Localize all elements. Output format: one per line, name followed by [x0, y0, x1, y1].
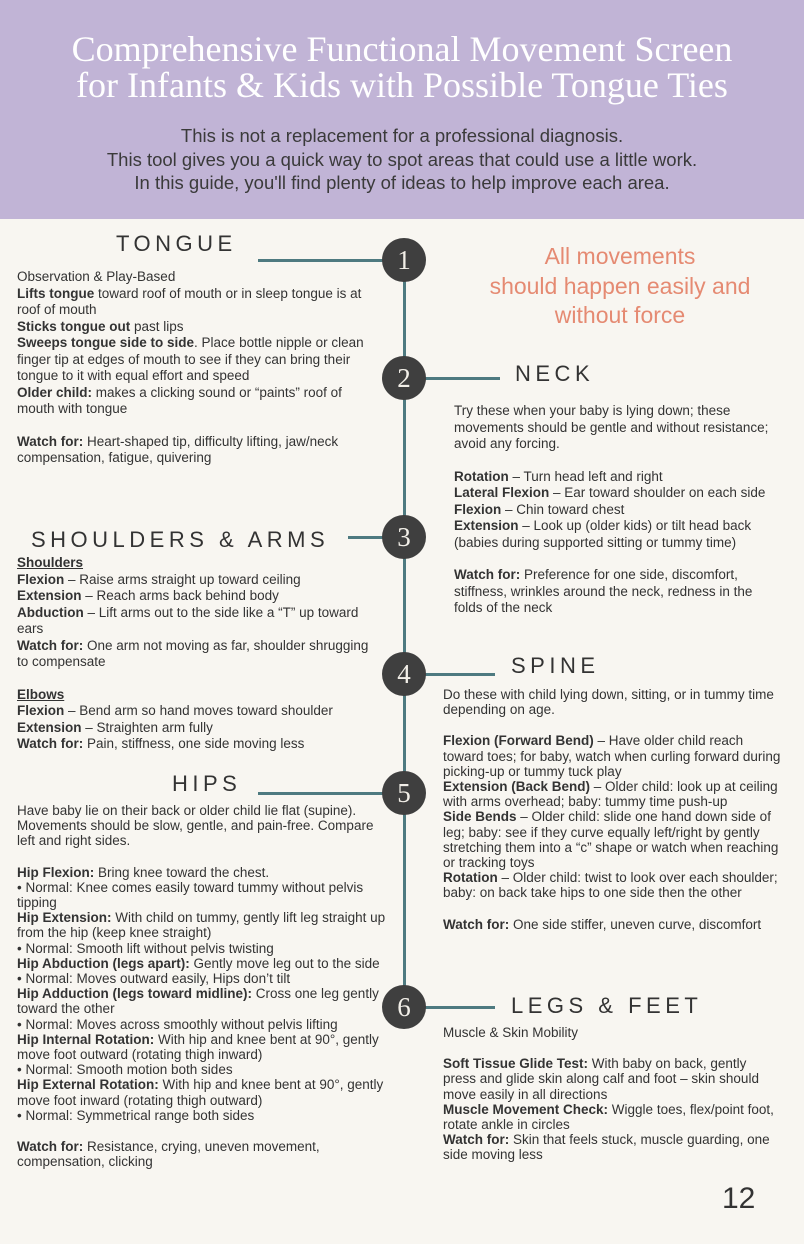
- list-item: [17, 286, 367, 319]
- item-label: Flexion: [17, 571, 65, 587]
- normal-note: • Normal: Smooth motion both sides: [17, 1062, 233, 1078]
- connector-hips: [258, 792, 388, 795]
- item-text: With baby on back, gently press and glide skin along calf and foot – skin should move easily in all directions: [443, 1056, 759, 1102]
- item-label: Extension (Back Bend): [443, 779, 591, 795]
- subheading-text: Shoulders: [17, 555, 84, 570]
- list-item: [443, 870, 783, 900]
- list-item: [17, 319, 367, 336]
- item-label: Older child:: [17, 384, 93, 400]
- item-text: One side stiffer, uneven curve, discomfort: [509, 916, 762, 932]
- item-label: Hip Abduction (legs apart):: [17, 955, 190, 971]
- list-item: [17, 335, 367, 385]
- connector-legs: [420, 1006, 495, 1009]
- section-body-legs: [443, 1025, 783, 1163]
- item-text: Gently move leg out to the side: [189, 955, 380, 971]
- list-item: [17, 572, 382, 589]
- list-item: [17, 1077, 390, 1107]
- item-text: With hip and knee bent at 90°, gently move foot inward (rotating thigh outward): [17, 1077, 384, 1108]
- item-text: . Place bottle nipple or clean finger tip at edges of mouth to see if they can bring their tongue to it with equal effort and speed: [17, 335, 364, 383]
- item-label: Hip External Rotation:: [17, 1077, 159, 1093]
- item-label: Hip Flexion:: [17, 864, 95, 880]
- item-text: – Lift arms out to the side like a “T” up toward ears: [17, 604, 359, 636]
- item-label: Watch for:: [443, 1132, 510, 1148]
- list-item: [443, 1132, 783, 1162]
- subheading: [17, 555, 382, 572]
- list-item: [454, 485, 784, 502]
- item-text: With child on tummy, gently lift leg straight up from the hip (keep knee straight): [17, 910, 386, 941]
- item-label: Extension: [454, 518, 519, 533]
- item-label: Flexion (Forward Bend): [443, 733, 594, 749]
- intro-text: [0, 124, 804, 195]
- page-number: 12: [722, 1182, 756, 1215]
- list-item: [454, 518, 784, 551]
- list-item: [17, 1032, 390, 1062]
- item-text: toward roof of mouth or in sleep tongue is at roof of mouth: [17, 285, 362, 317]
- title-line: Comprehensive Functional Movement Screen: [71, 29, 733, 69]
- item-label: Flexion: [454, 501, 502, 517]
- list-item: [17, 588, 382, 605]
- list-item: [443, 779, 783, 809]
- item-text: Pain, stiffness, one side moving less: [83, 736, 305, 751]
- item-label: Watch for:: [17, 736, 84, 751]
- item-text: – Ear toward shoulder on each side: [549, 485, 766, 500]
- item-label: Flexion: [17, 703, 65, 718]
- intro-line: This is not a replacement for a professional diagnosis.: [180, 125, 624, 146]
- watch-for: [17, 1139, 390, 1169]
- item-text: past lips: [130, 318, 184, 334]
- list-item: [17, 385, 367, 418]
- section-body-neck: [454, 403, 784, 617]
- list-item: [443, 1102, 783, 1132]
- section-intro: Try these when your baby is lying down; these movements should be gentle and without resistance; avoid any forcing.: [454, 403, 769, 451]
- list-item: [443, 733, 783, 779]
- item-label: Sweeps tongue side to side: [17, 335, 195, 350]
- item-label: Side Bends: [443, 809, 517, 825]
- watch-for: [443, 917, 783, 932]
- list-item: [17, 605, 382, 638]
- callout-line: All movements: [544, 243, 696, 269]
- header-banner: [0, 0, 804, 219]
- list-item: [17, 865, 390, 880]
- list-item: [17, 703, 382, 720]
- list-item: [17, 720, 382, 737]
- item-text: – Raise arms straight up toward ceiling: [64, 571, 301, 587]
- item-text: Preference for one side, discomfort, stiffness, wrinkles around the neck, redness in the folds of the neck: [454, 567, 753, 615]
- connector-neck: [420, 377, 500, 380]
- watch-for: [454, 567, 784, 617]
- list-item: [17, 956, 390, 971]
- normal-note: • Normal: Knee comes easily toward tummy without pelvis tipping: [17, 879, 364, 911]
- list-item: [17, 638, 382, 671]
- step-number-circle: 2: [382, 356, 426, 400]
- item-label: Hip Extension:: [17, 910, 112, 926]
- normal-note: • Normal: Moves across smoothly without pelvis lifting: [17, 1016, 338, 1032]
- item-text: Skin that feels stuck, muscle guarding, one side moving less: [443, 1132, 770, 1163]
- step-number-circle: 3: [382, 515, 426, 559]
- step-number-circle: 6: [382, 985, 426, 1029]
- item-text: – Chin toward chest: [501, 501, 625, 517]
- item-text: Heart-shaped tip, difficulty lifting, jaw/neck compensation, fatigue, quivering: [17, 433, 339, 465]
- item-label: Abduction: [17, 604, 84, 620]
- item-text: Resistance, crying, uneven movement, compensation, clicking: [17, 1139, 320, 1170]
- item-label: Lateral Flexion: [454, 485, 550, 500]
- list-item: [454, 469, 784, 486]
- item-label: Hip Internal Rotation:: [17, 1031, 155, 1047]
- item-label: Watch for:: [17, 637, 84, 653]
- connector-spine: [420, 673, 495, 676]
- item-label: Extension: [17, 588, 82, 603]
- item-text: – Look up (older kids) or tilt head back (babies during supported sitting or tummy time): [454, 518, 752, 550]
- item-label: Watch for:: [443, 916, 510, 932]
- section-intro: Observation & Play-Based: [17, 269, 176, 284]
- item-text: – Older child: slide one hand down side of leg; baby: see if they curve equally left/right by gently stretching them into a “c” shape or watch when reaching or tracking toys: [443, 809, 779, 871]
- step-number-circle: 4: [382, 652, 426, 696]
- item-label: Soft Tissue Glide Test:: [443, 1056, 589, 1072]
- section-body-hips: [17, 803, 390, 1169]
- list-item: [443, 809, 783, 870]
- subheading: [17, 687, 382, 704]
- item-text: makes a clicking sound or “paints” roof of mouth with tongue: [17, 384, 342, 416]
- normal-note: • Normal: Smooth lift without pelvis twisting: [17, 940, 274, 956]
- step-number-circle: 5: [382, 771, 426, 815]
- item-text: One arm not moving as far, shoulder shrugging to compensate: [17, 637, 369, 669]
- section-title-hips: HIPS: [172, 771, 242, 796]
- subheading-text: Elbows: [17, 686, 65, 702]
- item-label: Rotation: [443, 870, 498, 886]
- list-item: [17, 910, 390, 940]
- item-text: – Straighten arm fully: [81, 719, 213, 735]
- section-title-legs: LEGS & FEET: [511, 993, 703, 1018]
- item-text: – Have older child reach toward toes; for baby, watch when curling forward during picking-up or tummy tuck play: [443, 733, 781, 779]
- section-title-spine: SPINE: [511, 653, 600, 678]
- section-intro: Do these with child lying down, sitting, or in tummy time depending on age.: [443, 687, 774, 718]
- connector-tongue: [258, 259, 388, 262]
- title-line: for Infants & Kids with Possible Tongue Ties: [76, 65, 728, 105]
- section-body-tongue: [17, 269, 367, 467]
- item-text: – Turn head left and right: [508, 468, 663, 484]
- item-label: Extension: [17, 719, 82, 735]
- section-intro: Have baby lie on their back or older child lie flat (supine). Movements should be slow, gentle, and pain-free. Compare left and right sides.: [17, 803, 374, 849]
- list-item: [454, 502, 784, 519]
- intro-line: In this guide, you'll find plenty of ideas to help improve each area.: [134, 172, 670, 193]
- item-label: Lifts tongue: [17, 285, 95, 301]
- section-title-shoulders: SHOULDERS & ARMS: [31, 527, 330, 552]
- page-title: [0, 31, 804, 103]
- item-text: Wiggle toes, flex/point foot, rotate ankle in circles: [443, 1101, 774, 1133]
- list-item: [17, 736, 382, 753]
- item-label: Muscle Movement Check:: [443, 1101, 609, 1117]
- normal-note: • Normal: Symmetrical range both sides: [17, 1107, 255, 1123]
- section-body-spine: [443, 687, 783, 932]
- item-label: Hip Adduction (legs toward midline):: [17, 986, 252, 1002]
- step-number-circle: 1: [382, 238, 426, 282]
- callout-line: should happen easily and: [489, 272, 751, 299]
- item-text: – Older child: twist to look over each shoulder; baby: on back take hips to one side then the other: [443, 870, 778, 901]
- watch-for: [17, 434, 367, 467]
- item-label: Watch for:: [17, 1139, 84, 1155]
- item-label: Watch for:: [454, 567, 521, 582]
- item-label: Rotation: [454, 468, 509, 484]
- section-title-neck: NECK: [515, 361, 595, 386]
- item-text: Bring knee toward the chest.: [94, 864, 270, 880]
- item-text: With hip and knee bent at 90°, gently move foot outward (rotating thigh inward): [17, 1031, 379, 1063]
- list-item: [17, 986, 390, 1016]
- intro-line: This tool gives you a quick way to spot areas that could use a little work.: [106, 148, 698, 170]
- callout-text: [452, 242, 788, 331]
- item-text: – Older child: look up at ceiling with arms overhead; baby: tummy time push-up: [443, 779, 778, 810]
- list-item: [443, 1056, 783, 1102]
- item-label: Watch for:: [17, 433, 84, 449]
- section-title-tongue: TONGUE: [116, 231, 237, 256]
- normal-note: • Normal: Moves outward easily, Hips don’t tilt: [17, 971, 291, 987]
- item-text: – Reach arms back behind body: [81, 588, 279, 603]
- section-body-shoulders: [17, 555, 382, 753]
- section-intro: Muscle & Skin Mobility: [443, 1025, 579, 1040]
- item-label: Sticks tongue out: [17, 318, 131, 334]
- callout-line: without force: [554, 302, 686, 328]
- item-text: Cross one leg gently toward the other: [17, 986, 379, 1017]
- item-text: – Bend arm so hand moves toward shoulder: [64, 703, 333, 718]
